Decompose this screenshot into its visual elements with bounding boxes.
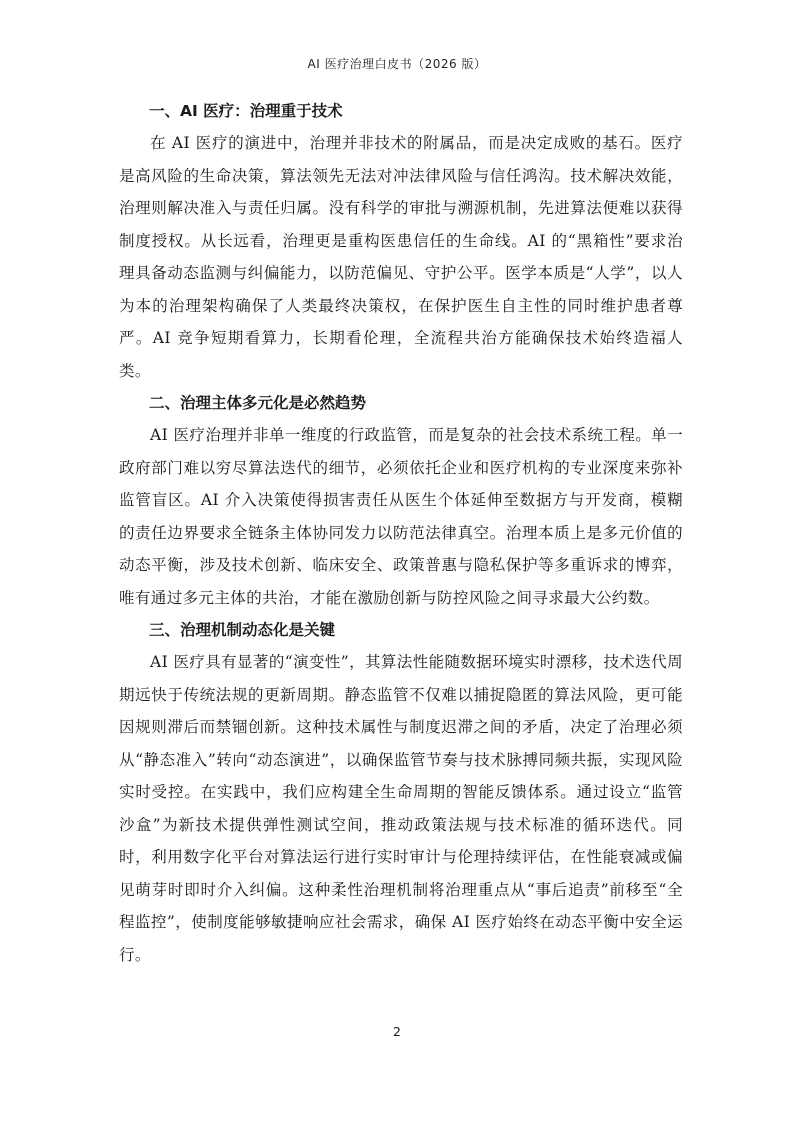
section-heading-1: 一、AI 医疗：治理重于技术	[149, 102, 343, 120]
section-paragraph-3: AI 医疗具有显著的“演变性”，其算法性能随数据环境实时漂移，技术迭代周期远快于传统法规的更新周期。静态监管不仅难以捕捉隐匿的算法风险，更可能因规则滞后而禁锢创新。这种技术属性与制度迟滞之间的矛盾，决定了治理必须从“静态准入”转向“动态演进”，以确保监管节奏与技术脉搏同频共振，实现风险实时受控。在实践中，我们应构建全生命周期的智能反馈体系。通过设立“监管沙盒”为新技术提供弹性测试空间，推动政策法规与技术标准的循环迭代。同时，利用数字化平台对算法运行进行实时审计与伦理持续评估，在性能衰减或偏见萌芽时即时介入纠偏。这种柔性治理机制将治理重点从“事后追责”前移至“全程监控”，使制度能够敏捷响应社会需求，确保 AI 医疗始终在动态平衡中安全运行。	[119, 653, 683, 964]
section-heading-2: 二、治理主体多元化是必然趋势	[149, 394, 367, 412]
section-paragraph-2: AI 医疗治理并非单一维度的行政监管，而是复杂的社会技术系统工程。单一政府部门难以穷尽算法迭代的细节，必须依托企业和医疗机构的专业深度来弥补监管盲区。AI 介入决策使得损害责任从医生个体延伸至数据方与开发商，模糊的责任边界要求全链条主体协同发力以防范法律真空。治理本质上是多元价值的动态平衡，涉及技术创新、临床安全、政策普惠与隐私保护等多重诉求的博弈，唯有通过多元主体的共治，才能在激励创新与防控风险之间寻求最大公约数。	[119, 426, 683, 607]
document-body	[119, 95, 683, 971]
section-paragraph-1: 在 AI 医疗的演进中，治理并非技术的附属品，而是决定成败的基石。医疗是高风险的生命决策，算法领先无法对冲法律风险与信任鸿沟。技术解决效能，治理则解决准入与责任归属。没有科学的审批与溯源机制，先进算法便难以获得制度授权。从长远看，治理更是重构医患信任的生命线。AI 的“黑箱性”要求治理具备动态监测与纠偏能力，以防范偏见、守护公平。医学本质是“人学”，以人为本的治理架构确保了人类最终决策权，在保护医生自主性的同时维护患者尊严。AI 竞争短期看算力，长期看伦理，全流程共治方能确保技术始终造福人类。	[119, 134, 683, 380]
running-header: AI 医疗治理白皮书（2026 版）	[307, 57, 487, 71]
section-heading-3: 三、治理机制动态化是关键	[149, 621, 336, 639]
page-number: 2	[393, 1024, 401, 1039]
